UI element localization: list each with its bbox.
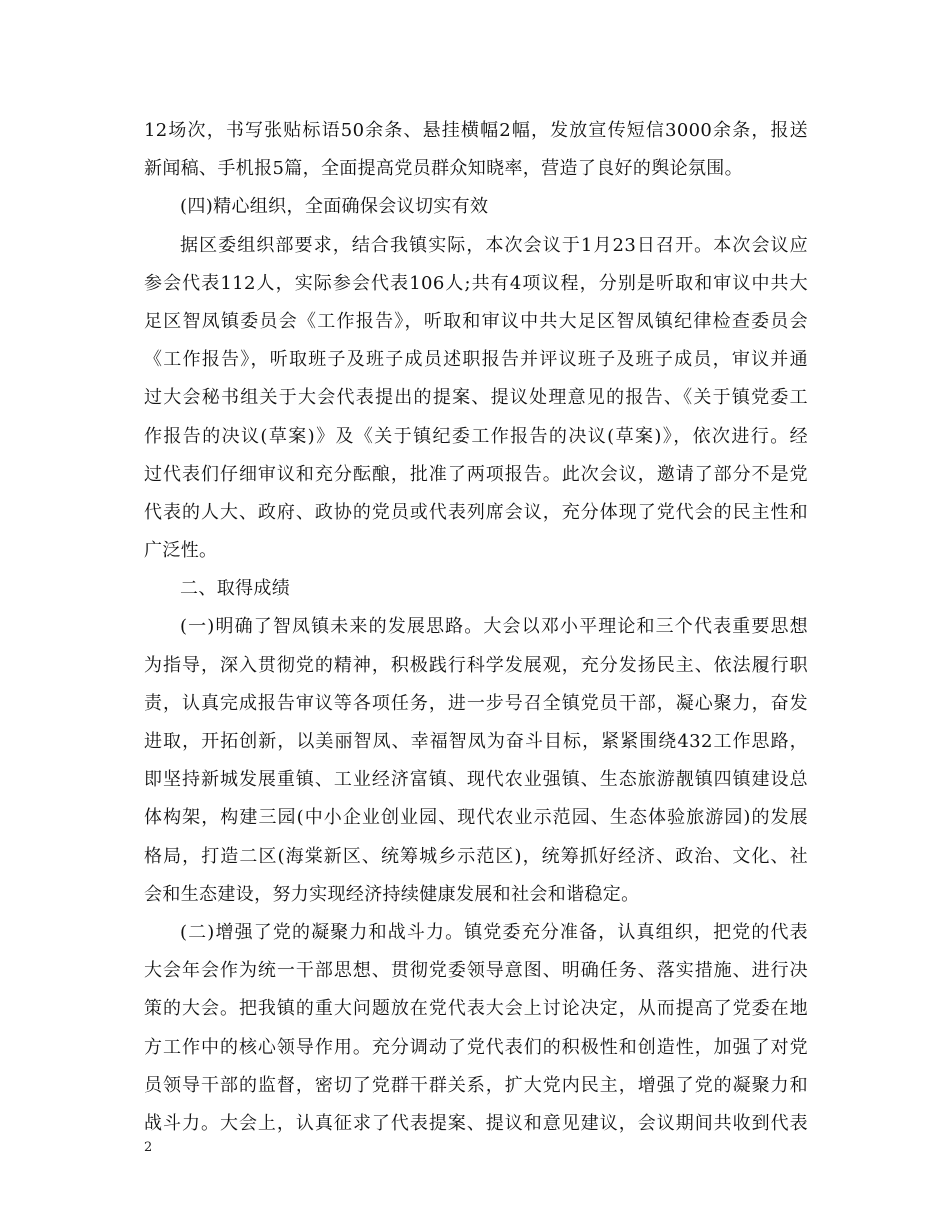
paragraph-line: 员领导干部的监督，密切了党群干群关系，扩大党内民主，增强了党的凝聚力和 — [144, 1074, 808, 1096]
paragraph-line: (二)增强了党的凝聚力和战斗力。镇党委充分准备，认真组织，把党的代表 — [180, 921, 808, 943]
paragraph-line: 体构架，构建三园(中小企业创业园、现代农业示范园、生态体验旅游园)的发展 — [144, 807, 808, 829]
paragraph-line: 《工作报告》，听取班子及班子成员述职报告并评议班子及班子成员，审议并通 — [144, 349, 808, 371]
document-body — [144, 112, 808, 1143]
paragraph-line: 新闻稿、手机报5篇，全面提高党员群众知晓率，营造了良好的舆论氛围。 — [144, 158, 743, 180]
section-heading: 二、取得成绩 — [180, 578, 291, 600]
paragraph-line: 策的大会。把我镇的重大问题放在党代表大会上讨论决定，从而提高了党委在地 — [144, 998, 808, 1020]
paragraph-line: 即坚持新城发展重镇、工业经济富镇、现代农业强镇、生态旅游靓镇四镇建设总 — [144, 769, 808, 791]
paragraph-line: 会和生态建设，努力实现经济持续健康发展和社会和谐稳定。 — [144, 883, 640, 905]
paragraph-line: 参会代表112人，实际参会代表106人;共有4项议程，分别是听取和审议中共大 — [144, 272, 808, 294]
paragraph-line: 战斗力。大会上，认真征求了代表提案、提议和意见建议，会议期间共收到代表 — [144, 1112, 808, 1134]
paragraph-line: 据区委组织部要求，结合我镇实际，本次会议于1月23日召开。本次会议应 — [180, 234, 808, 256]
paragraph-line: 方工作中的核心领导作用。充分调动了党代表们的积极性和创造性，加强了对党 — [144, 1036, 808, 1058]
paragraph-line: 12场次，书写张贴标语50余条、悬挂横幅2幅，发放宣传短信3000余条，报送 — [144, 120, 808, 141]
paragraph-line: 代表的人大、政府、政协的党员或代表列席会议，充分体现了党代会的民主性和 — [144, 501, 808, 523]
paragraph-line: 作报告的决议(草案)》及《关于镇纪委工作报告的决议(草案)》，依次进行。经 — [144, 425, 808, 447]
paragraph-line: 过大会秘书组关于大会代表提出的提案、提议处理意见的报告、《关于镇党委工 — [144, 387, 808, 409]
paragraph-line: 过代表们仔细审议和充分酝酿，批准了两项报告。此次会议，邀请了部分不是党 — [144, 463, 808, 485]
paragraph-line: 为指导，深入贯彻党的精神，积极践行科学发展观，充分发扬民主、依法履行职 — [144, 654, 808, 676]
section-heading: (四)精心组织，全面确保会议切实有效 — [180, 196, 489, 218]
paragraph-line: 进取，开拓创新，以美丽智凤、幸福智凤为奋斗目标，紧紧围绕432工作思路， — [144, 731, 808, 752]
paragraph-line: (一)明确了智凤镇未来的发展思路。大会以邓小平理论和三个代表重要思想 — [180, 616, 808, 638]
paragraph-line: 足区智凤镇委员会《工作报告》，听取和审议中共大足区智凤镇纪律检查委员会 — [144, 310, 808, 332]
page-number: 2 — [144, 1140, 153, 1155]
paragraph-line: 广泛性。 — [144, 540, 218, 562]
paragraph-line: 格局，打造二区(海棠新区、统筹城乡示范区)，统筹抓好经济、政治、文化、社 — [144, 845, 808, 867]
paragraph-line: 责，认真完成报告审议等各项任务，进一步号召全镇党员干部，凝心聚力，奋发 — [144, 692, 808, 714]
paragraph-line: 大会年会作为统一干部思想、贯彻党委领导意图、明确任务、落实措施、进行决 — [144, 960, 808, 982]
